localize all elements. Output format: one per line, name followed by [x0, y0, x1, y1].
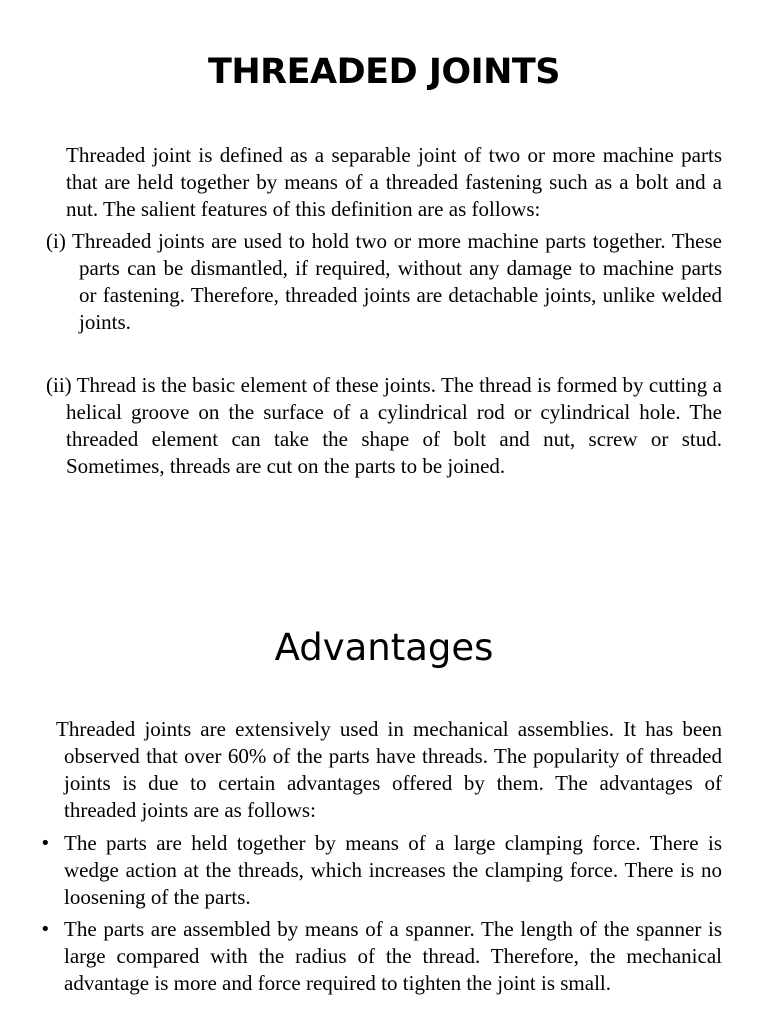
advantage-bullet-text: The parts are held together by means of a large clamping force. There is wedge action at the threads, which increases the clamping force. There is no loosening of the parts. — [64, 831, 722, 909]
section-title-threaded-joints: THREADED JOINTS — [208, 52, 560, 92]
bullet-icon: • — [40, 833, 51, 854]
section-title-advantages: Advantages — [274, 626, 494, 669]
feature-item-i: (i) Threaded joints are used to hold two or more machine parts together. These parts can be dismantled, if required, without any damage to machine parts or fastening. Therefore, threaded joints are detachable joints, unlike welded joints. — [46, 229, 722, 334]
bullet-icon: • — [40, 919, 51, 940]
advantages-intro-paragraph: Threaded joints are extensively used in mechanical assemblies. It has been observed that over 60% of the parts have threads. The popularity of threaded joints is due to certain advantages offered by them. The advantages of threaded joints are as follows: — [56, 717, 722, 822]
threaded-joints-intro-paragraph: Threaded joint is defined as a separable joint of two or more machine parts that are held together by means of a threaded fastening such as a bolt and a nut. The salient features of this definition are as follows: — [66, 143, 722, 221]
feature-item-ii: (ii) Thread is the basic element of these joints. The thread is formed by cutting a helical groove on the surface of a cylindrical rod or cylindrical hole. The threaded element can take the shape of bolt and nut, screw or stud. Sometimes, threads are cut on the parts to be joined. — [46, 373, 722, 478]
advantage-bullet-text: The parts are assembled by means of a spanner. The length of the spanner is large compared with the radius of the thread. Therefore, the mechanical advantage is more and force required to tighten the joint is small. — [64, 917, 722, 995]
